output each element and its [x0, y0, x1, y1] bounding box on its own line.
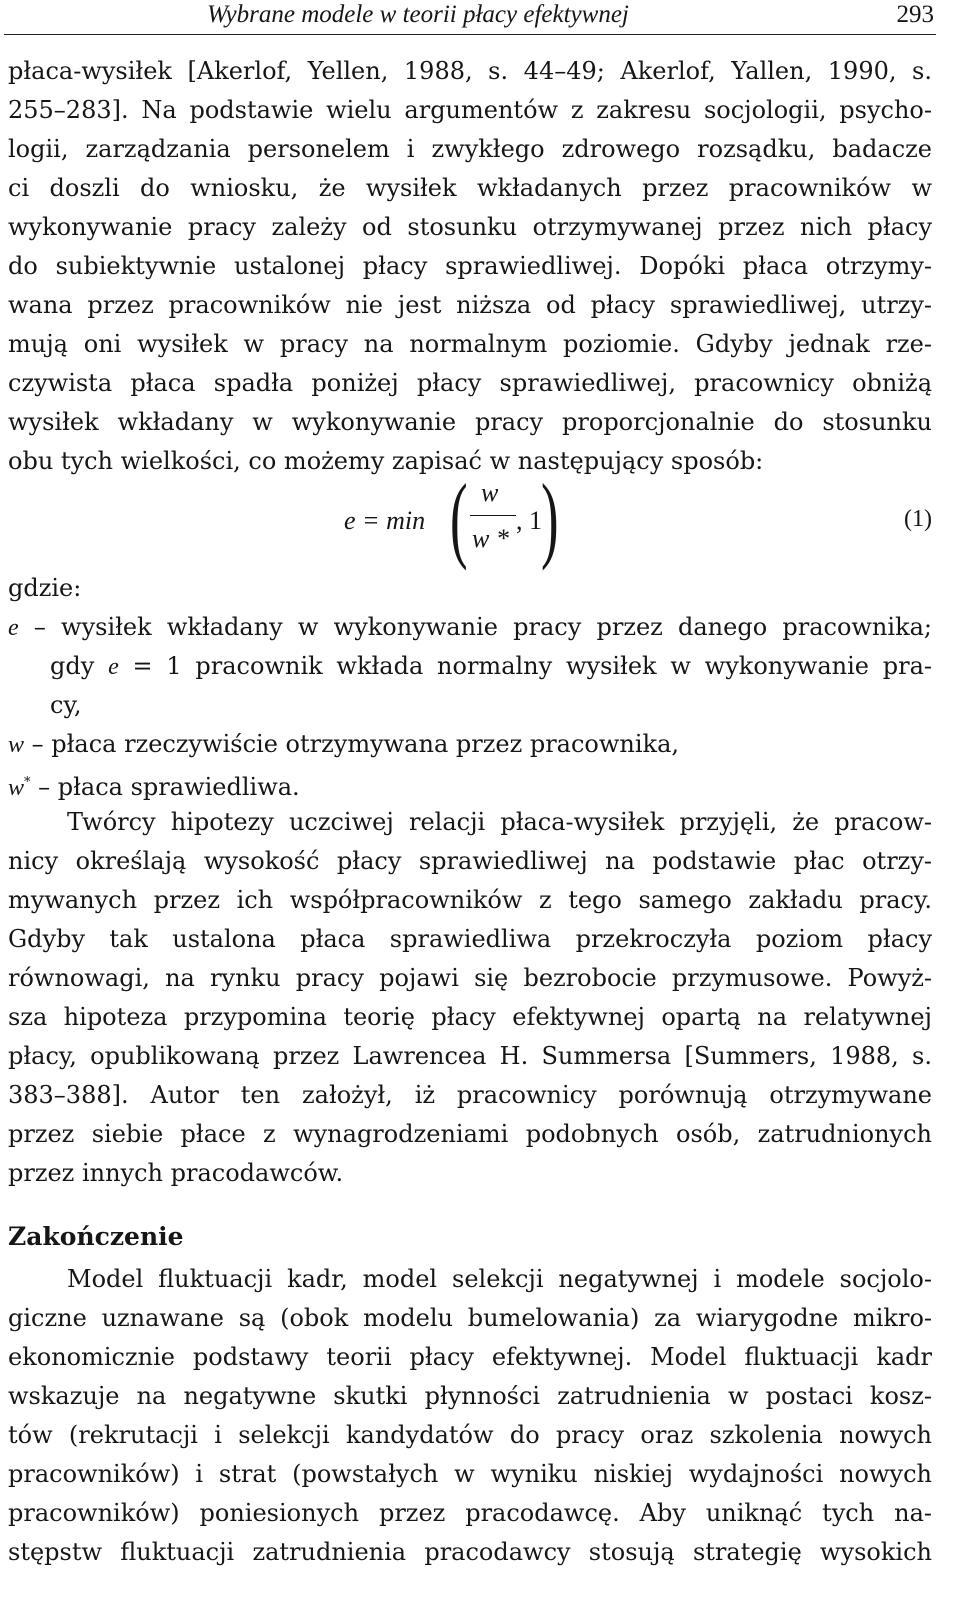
text-line: płaca-wysiłek [Akerlof, Yellen, 1988, s. 44–49; Akerlof, Yallen, 1990, s.: [8, 57, 932, 85]
legend-wstar: [8, 768, 932, 803]
page-number: 293: [896, 1, 934, 28]
equation-lhs: e = min: [344, 506, 426, 535]
legend-wstar-text: – płaca sprawiedliwa.: [30, 773, 300, 801]
text-line: 383–388]. Autor ten założył, iż pracownicy porównują otrzymywane: [8, 1081, 932, 1109]
equation-right-paren: ): [541, 464, 559, 571]
fraction-bar: [470, 515, 516, 516]
running-header: [0, 0, 960, 40]
text-line: giczne uznawane są (obok modelu bumelowania) za wiarygodne mikro-: [8, 1304, 932, 1332]
text-line: Twórcy hipotezy uczciwej relacji płaca-wysiłek przyjęli, że pracow-: [67, 808, 932, 836]
legend-e-continuation: cy,: [50, 691, 82, 719]
text-line: do subiektywnie ustalonej płacy sprawiedliwej. Dopóki płaca otrzymy-: [8, 252, 932, 280]
text-line: ekonomicznie podstawy teorii płacy efektywnej. Model fluktuacji kadr: [8, 1343, 932, 1371]
text-line: stępstw fluktuacji zatrudnienia pracodawcy stosują strategię wysokich: [8, 1538, 932, 1566]
text-line: czywista płaca spadła poniżej płacy sprawiedliwej, pracownicy obniżą: [8, 369, 932, 397]
equation-left-paren: (: [450, 464, 468, 571]
equation-number: (1): [904, 506, 932, 532]
text-line: płacy, opublikowaną przez Lawrencea H. Summersa [Summers, 1988, s.: [8, 1042, 932, 1070]
legend-w-text: – płaca rzeczywiście otrzymywana przez pracownika,: [24, 730, 680, 758]
symbol-w: w: [8, 732, 25, 758]
text-line: mywanych przez ich współpracowników z tego samego zakładu pracy.: [8, 886, 932, 914]
text-line: wskazuje na negatywne skutki płynności zatrudnienia w postaci kosz-: [8, 1382, 932, 1410]
text-line: pracowników) i strat (powstałych w wyniku niskiej wydajności nowych: [8, 1460, 932, 1488]
legend-e-cont-text: gdy: [50, 652, 109, 680]
running-title: Wybrane modele w teorii płacy efektywnej: [207, 1, 629, 28]
text-line: sza hipoteza przypomina teorię płacy efektywnej opartą na relatywnej: [8, 1003, 932, 1031]
text-line: równowagi, na rynku pracy pojawi się bezrobocie przymusowe. Powyż-: [8, 964, 932, 992]
text-line: 255–283]. Na podstawie wielu argumentów z zakresu socjologii, psycho-: [8, 96, 932, 124]
header-rule: [4, 34, 936, 35]
symbol-star: *: [24, 775, 31, 790]
text-line: przez siebie płace z wynagrodzeniami podobnych osób, zatrudnionych: [8, 1120, 932, 1148]
text-line: obu tych wielkości, co możemy zapisać w następujący sposób:: [8, 447, 764, 475]
symbol-e: e: [108, 654, 119, 680]
text-line: nicy określają wysokość płacy sprawiedliwej na podstawie płac otrzy-: [8, 847, 932, 875]
equation-numerator: w: [481, 478, 499, 507]
text-line: Gdyby tak ustalona płaca sprawiedliwa przekroczyła poziom płacy: [8, 925, 932, 953]
legend-e-text: – wysiłek wkładany w wykonywanie pracy przez danego pracownika;: [18, 613, 932, 641]
text-line: wana przez pracowników nie jest niższa od płacy sprawiedliwej, utrzy-: [8, 291, 932, 319]
legend-w: [8, 729, 932, 760]
equation-1: [0, 464, 960, 571]
text-line: wykonywanie pracy zależy od stosunku otrzymywanej przez nich płacy: [8, 213, 932, 241]
text-line: pracowników) poniesionych przez pracodawcę. Aby uniknąć tych na-: [8, 1499, 932, 1527]
equation-comma-one: , 1: [516, 506, 542, 535]
legend-e-cont-text: = 1 pracownik wkłada normalny wysiłek w wykonywanie pra-: [118, 652, 932, 680]
legend-e: [8, 612, 932, 643]
text-line: tów (rekrutacji i selekcji kandydatów do pracy oraz szkolenia nowych: [8, 1421, 932, 1449]
text-line: logii, zarządzania personelem i zwykłego zdrowego rozsądku, badacze: [8, 135, 932, 163]
text-line: mują oni wysiłek w pracy na normalnym poziomie. Gdyby jednak rze-: [8, 330, 932, 358]
legend-e-continuation: [50, 651, 932, 682]
text-line: wysiłek wkładany w wykonywanie pracy proporcjonalnie do stosunku: [8, 408, 932, 436]
section-heading: Zakończenie: [8, 1222, 184, 1251]
text-line: przez innych pracodawców.: [8, 1159, 344, 1187]
text-line: ci doszli do wniosku, że wysiłek wkładanych przez pracowników w: [8, 174, 932, 202]
symbol-e: e: [8, 615, 19, 641]
text-line: Model fluktuacji kadr, model selekcji negatywnej i modele socjolo-: [67, 1265, 932, 1293]
symbol-w: w: [8, 775, 25, 801]
legend-intro: gdzie:: [8, 574, 82, 602]
equation-denominator: w *: [472, 524, 509, 553]
